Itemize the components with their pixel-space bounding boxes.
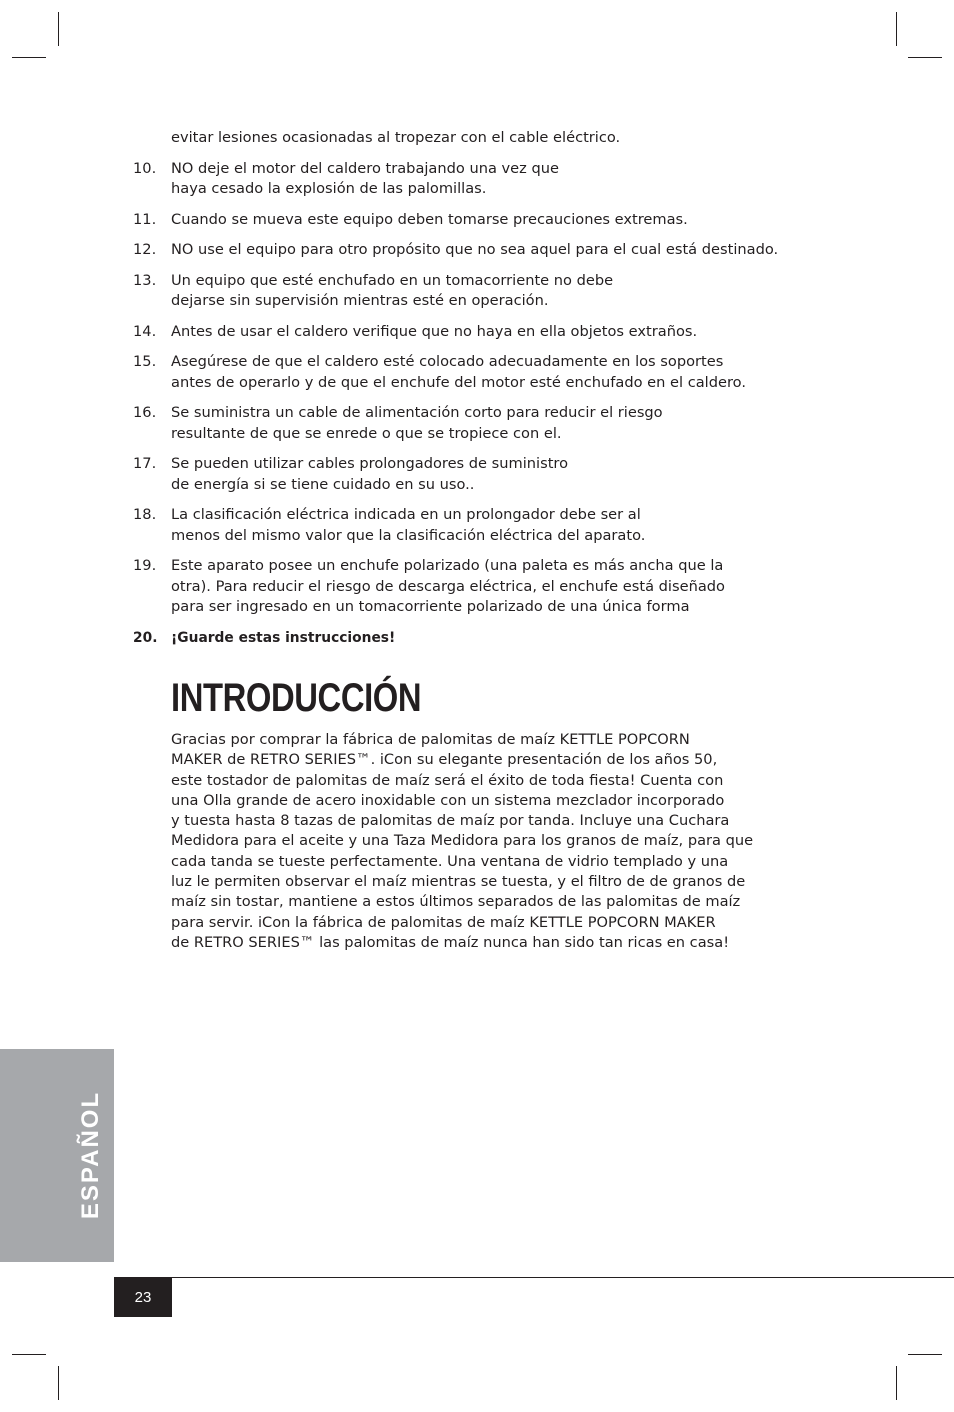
list-item-text: Se pueden utilizar cables prolongadores de suministro de energía si se tiene cuidado en su uso.. xyxy=(171,455,569,493)
list-item xyxy=(133,271,833,312)
crop-mark xyxy=(896,12,897,46)
footer-rule xyxy=(114,1277,954,1278)
list-item-number: 16. xyxy=(133,404,157,421)
intro-paragraph: Gracias por comprar la fábrica de palomitas de maíz KETTLE POPCORN MAKER de RETRO SERIES™. iCon su elegante presentación de los años 50, este tostador de palomitas de maíz será el éxito de toda fiesta! Cuenta con una Olla grande de acero inoxidable con un sistema mezclador incorporado y tuesta hasta 8 tazas de palomitas de maíz por tanda. Incluye una Cuchara Medidora para el aceite y una Taza Medidora para los granos de maíz, para que cada tanda se tueste perfectamente. Una ventana de vidrio templado y una luz le permiten observar el maíz mientras se tuesta, y el filtro de de granos de maíz sin tostar, mantiene a estos últimos separados de las palomitas de maíz para servir. iCon la fábrica de palomitas de maíz KETTLE POPCORN MAKER de RETRO SERIES™ las palomitas de maíz nunca han sido tan ricas en casa! xyxy=(171,731,754,951)
list-item-text: NO deje el motor del caldero trabajando una vez que haya cesado la explosión de las palomillas. xyxy=(171,159,559,197)
list-item-number: 11. xyxy=(133,210,157,228)
list-item xyxy=(133,210,833,231)
crop-mark xyxy=(896,1366,897,1400)
list-item-text: La clasificación eléctrica indicada en un prolongador debe ser al menos del mismo valor que la clasificación eléctrica del aparato. xyxy=(171,506,646,544)
crop-mark xyxy=(908,57,942,58)
list-item-number: 15. xyxy=(133,353,157,370)
list-item xyxy=(133,454,833,495)
list-item-text: Este aparato posee un enchufe polarizado (una paleta es más ancha que la otra). Para reducir el riesgo de descarga eléctrica, el enchufe está diseñado para ser ingresado en un tomacorriente polarizado de una única forma xyxy=(171,557,725,615)
section-title: INTRODUCCIÓN xyxy=(171,676,422,720)
crop-mark xyxy=(58,1366,59,1400)
crop-mark xyxy=(908,1354,942,1355)
list-item xyxy=(133,403,833,444)
crop-mark xyxy=(58,12,59,46)
list-item-text: Un equipo que esté enchufado en un tomacorriente no debe dejarse sin supervisión mientras esté en operación. xyxy=(171,271,614,309)
list-item-number: 12. xyxy=(133,241,157,258)
list-item xyxy=(133,128,833,149)
list-item xyxy=(133,556,833,618)
list-item-number: 20. xyxy=(133,629,158,646)
list-item xyxy=(133,505,833,546)
list-item-text: Cuando se mueva este equipo deben tomarse precauciones extremas. xyxy=(171,210,688,228)
list-item-number: 18. xyxy=(133,506,157,523)
list-item-text: evitar lesiones ocasionadas al tropezar con el cable eléctrico. xyxy=(171,129,621,146)
page-number: 23 xyxy=(114,1278,172,1317)
list-item-text: NO use el equipo para otro propósito que no sea aquel para el cual está destinado. xyxy=(171,241,779,258)
list-item xyxy=(133,240,833,261)
language-label: ESPAÑOL xyxy=(77,1090,104,1220)
list-item-text: Antes de usar el caldero verifique que no haya en ella objetos extraños. xyxy=(171,322,698,340)
crop-mark xyxy=(12,1354,46,1355)
crop-mark xyxy=(12,57,46,58)
list-item xyxy=(133,322,833,343)
list-item-number: 19. xyxy=(133,557,157,574)
list-item-number: 17. xyxy=(133,455,157,472)
list-item-number: 10. xyxy=(133,159,157,177)
list-item-number: 14. xyxy=(133,322,157,340)
list-item-text: ¡Guarde estas instrucciones! xyxy=(171,629,396,646)
list-item-text: Asegúrese de que el caldero esté colocado adecuadamente en los soportes antes de operarlo y de que el enchufe del motor esté enchufado en el caldero. xyxy=(171,353,746,391)
list-item xyxy=(133,352,833,393)
list-item-text: Se suministra un cable de alimentación corto para reducir el riesgo resultante de que se enrede o que se tropiece con el. xyxy=(171,404,663,442)
list-item xyxy=(133,628,833,649)
list-item-number: 13. xyxy=(133,271,157,289)
list-item xyxy=(133,159,833,200)
safety-instructions-list xyxy=(133,128,833,658)
